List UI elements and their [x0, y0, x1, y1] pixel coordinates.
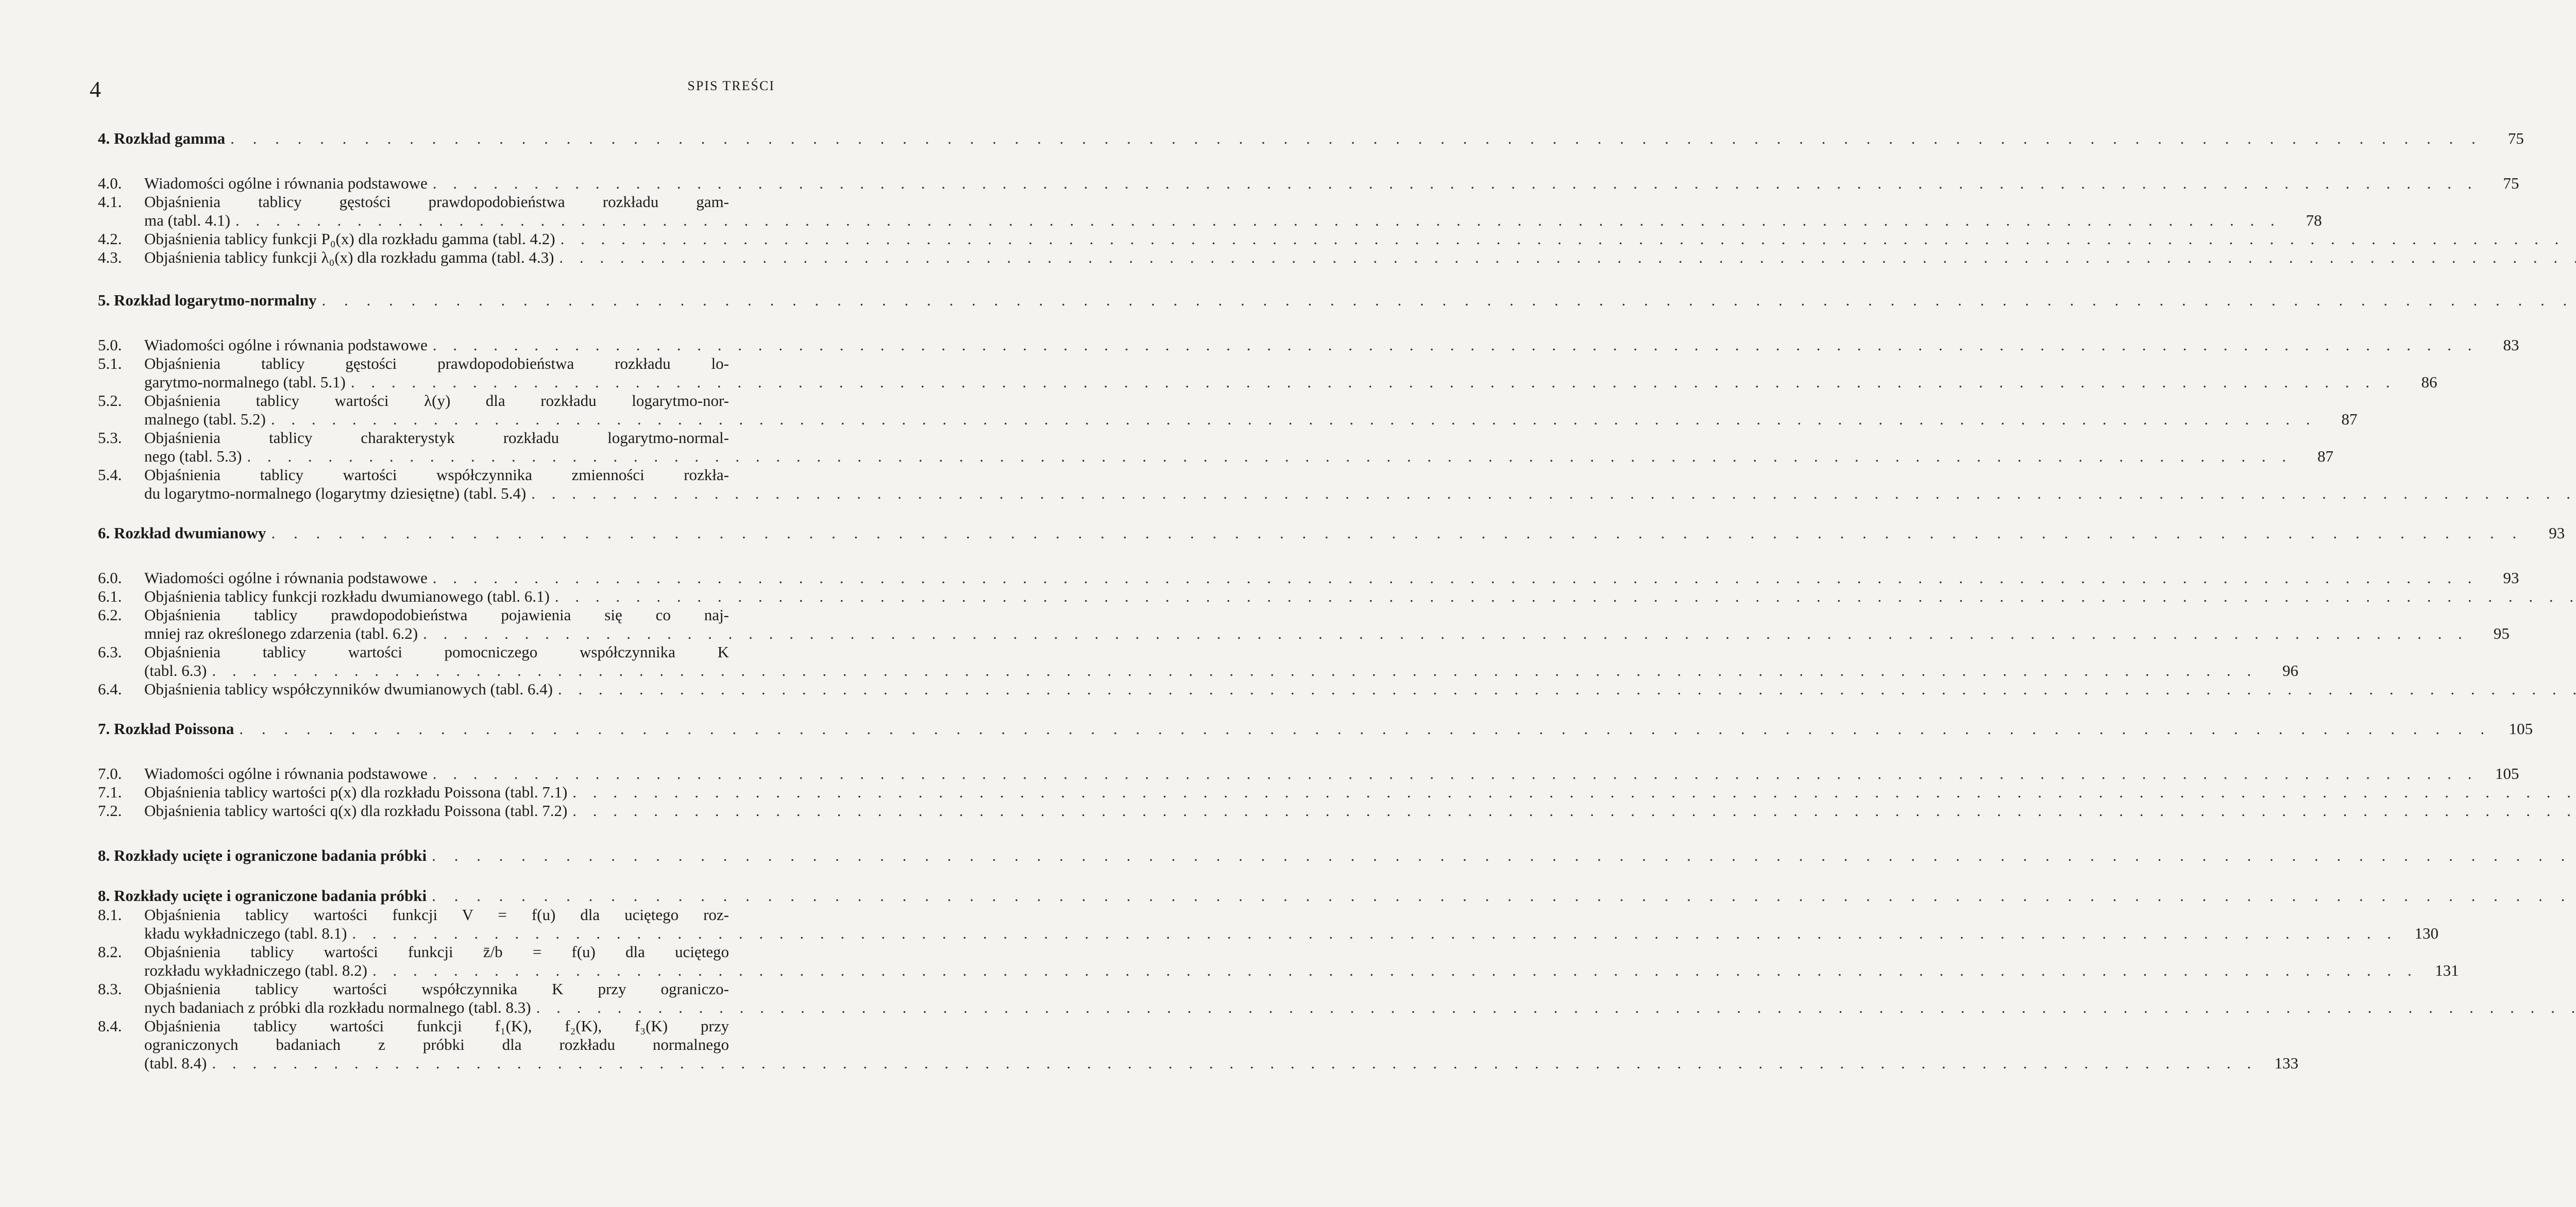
item-number: 5.1.: [98, 354, 122, 372]
dot-leader: [212, 1054, 2257, 1073]
chapter-heading: [98, 886, 775, 906]
item-text: malnego (tabl. 5.2): [144, 410, 266, 428]
item-text: Objaśnienia tablicy wartości funkcji f₁(K), f₂(K), f₃(K) przy: [144, 1017, 729, 1035]
dot-leader: [531, 484, 2576, 503]
dot-leader: [432, 886, 2576, 906]
dot-leader: [536, 998, 2576, 1017]
item-text: Objaśnienia tablicy wartości pomocniczego współczynnika K: [144, 643, 729, 661]
toc-item: [98, 1017, 2299, 1073]
dot-leader: [423, 624, 2468, 643]
item-number: 7.0.: [98, 764, 122, 783]
dot-leader: [351, 373, 2396, 392]
item-page: 96: [2282, 661, 2299, 679]
item-text: Wiadomości ogólne i równania podstawowe: [144, 569, 428, 587]
dot-leader: [212, 661, 2257, 680]
dot-leader: [372, 961, 2418, 980]
item-page: 131: [2435, 961, 2459, 979]
toc-item: [98, 466, 775, 503]
toc-item: [98, 392, 2358, 429]
item-number: 7.1.: [98, 783, 122, 801]
item-text: (tabl. 6.3): [144, 661, 207, 679]
chapter-page: 75: [2507, 129, 2524, 147]
dot-leader: [558, 680, 2576, 699]
item-text: ma (tabl. 4.1): [144, 211, 231, 229]
item-number: 6.0.: [98, 569, 122, 587]
toc-chapter: [98, 129, 2524, 267]
item-number: 6.2.: [98, 606, 122, 624]
chapter-heading: [98, 523, 2565, 543]
item-number: 6.1.: [98, 587, 122, 605]
item-text: Objaśnienia tablicy gęstości prawdopodobieństwa rozkładu gam-: [144, 193, 729, 211]
toc-item: [98, 587, 775, 606]
chapter-title: 8. Rozkłady ucięte i ograniczone badania próbki: [98, 846, 427, 864]
item-text: Objaśnienia tablicy wartości funkcji V = f(u) dla uciętego roz-: [144, 906, 729, 924]
item-number: 4.1.: [98, 193, 122, 211]
item-page: 87: [2317, 447, 2334, 465]
dot-leader: [230, 129, 2483, 148]
item-page: 95: [2493, 624, 2510, 642]
item-text: Objaśnienia tablicy wartości λ(y) dla rozkładu logarytmo-nor-: [144, 392, 729, 410]
dot-leader: [235, 211, 2281, 230]
item-text: kładu wykładniczego (tabl. 8.1): [144, 924, 347, 942]
item-number: 7.2.: [98, 802, 122, 820]
dot-leader: [247, 447, 2292, 466]
chapter-heading: [98, 291, 775, 310]
dot-leader: [432, 846, 2576, 865]
item-text: Objaśnienia tablicy funkcji λ₀(x) dla rozkładu gamma (tabl. 4.3): [144, 248, 554, 266]
toc-item: [98, 429, 2334, 466]
item-number: 6.4.: [98, 680, 122, 698]
item-text: Wiadomości ogólne i równania podstawowe: [144, 764, 428, 783]
dot-leader: [433, 336, 2478, 354]
item-page: 86: [2421, 373, 2437, 391]
dot-leader: [271, 410, 2316, 429]
toc-item: [98, 193, 2322, 230]
toc-item: [98, 680, 775, 699]
item-text: rozkładu wykładniczego (tabl. 8.2): [144, 961, 367, 979]
item-page: 93: [2503, 569, 2519, 587]
toc-item: [98, 764, 2519, 783]
dot-leader: [559, 248, 2576, 267]
dot-leader: [572, 802, 2576, 820]
item-number: 8.2.: [98, 943, 122, 961]
dot-leader: [433, 174, 2478, 193]
item-page: 87: [2341, 410, 2358, 428]
dot-leader: [271, 523, 2523, 543]
item-text: (tabl. 8.4): [144, 1054, 207, 1072]
item-text: du logarytmo-normalnego (logarytmy dziesiętne) (tabl. 5.4): [144, 484, 527, 502]
item-number: 4.3.: [98, 248, 122, 266]
toc-chapter: [98, 846, 775, 865]
toc-item: [98, 906, 2439, 943]
toc-item: [98, 802, 775, 820]
item-page: 75: [2503, 174, 2519, 192]
dot-leader: [572, 783, 2576, 802]
item-number: 8.4.: [98, 1017, 122, 1035]
dot-leader: [555, 587, 2576, 606]
item-page: 130: [2414, 924, 2439, 942]
item-text: Objaśnienia tablicy współczynników dwumianowych (tabl. 6.4): [144, 680, 553, 698]
item-text: Objaśnienia tablicy funkcji rozkładu dwumianowego (tabl. 6.1): [144, 587, 550, 605]
toc-item: [98, 354, 2437, 392]
item-text: Objaśnienia tablicy charakterystyk rozkładu logarytmo-normal-: [144, 429, 729, 447]
chapter-page: 93: [2549, 524, 2565, 542]
item-page: 78: [2306, 211, 2322, 229]
item-number: 4.0.: [98, 174, 122, 192]
toc-item: [98, 569, 2519, 587]
item-text: Objaśnienia tablicy wartości funkcji z̄/b = f(u) dla uciętego: [144, 943, 729, 961]
table-of-contents: [98, 129, 2565, 1093]
toc-item: [98, 783, 775, 802]
item-number: 8.1.: [98, 906, 122, 924]
dot-leader: [352, 924, 2397, 943]
item-number: 5.4.: [98, 466, 122, 484]
chapter-page: 105: [2509, 720, 2533, 738]
page-number: 4: [90, 77, 101, 102]
toc-item: [98, 336, 2519, 354]
item-text: garytmo-normalnego (tabl. 5.1): [144, 373, 346, 391]
item-number: 5.2.: [98, 392, 122, 410]
chapter-title: 8. Rozkłady ucięte i ograniczone badania próbki: [98, 887, 427, 905]
toc-item: [98, 980, 775, 1017]
item-number: 4.2.: [98, 230, 122, 248]
toc-item: [98, 643, 2299, 680]
toc-item: [98, 230, 775, 248]
item-page: 83: [2503, 336, 2519, 354]
dot-leader: [561, 230, 2576, 248]
toc-chapter: [98, 523, 2565, 699]
item-text: Objaśnienia tablicy wartości współczynnika K przy ograniczo-: [144, 980, 729, 998]
item-text: Objaśnienia tablicy wartości współczynnika zmienności rozkła-: [144, 466, 729, 484]
chapter-heading: [98, 719, 2533, 739]
item-text: mniej raz określonego zdarzenia (tabl. 6.2): [144, 624, 418, 642]
item-text: Objaśnienia tablicy prawdopodobieństwa pojawienia się co naj-: [144, 606, 729, 624]
item-number: 6.3.: [98, 643, 122, 661]
item-text: Wiadomości ogólne i równania podstawowe: [144, 336, 428, 354]
dot-leader: [239, 719, 2492, 739]
toc-item: [98, 943, 2459, 980]
toc-chapter: [98, 886, 2459, 1073]
chapter-title: 6. Rozkład dwumianowy: [98, 524, 266, 542]
chapter-title: 5. Rozkład logarytmo-normalny: [98, 291, 317, 309]
item-text: Objaśnienia tablicy gęstości prawdopodobieństwa rozkładu lo-: [144, 354, 729, 372]
item-text: Objaśnienia tablicy funkcji P₀(x) dla rozkładu gamma (tabl. 4.2): [144, 230, 555, 248]
chapter-title: 7. Rozkład Poissona: [98, 720, 234, 738]
chapter-heading: [98, 846, 775, 865]
item-text: nego (tabl. 5.3): [144, 447, 242, 465]
item-number: 8.3.: [98, 980, 122, 998]
chapter-title: 4. Rozkład gamma: [98, 129, 226, 147]
item-text: Objaśnienia tablicy wartości p(x) dla rozkładu Poissona (tabl. 7.1): [144, 783, 568, 801]
toc-item: [98, 248, 775, 267]
dot-leader: [433, 764, 2478, 783]
item-page: 105: [2495, 764, 2519, 783]
item-number: 5.0.: [98, 336, 122, 354]
toc-chapter: [98, 291, 2519, 503]
dot-leader: [322, 291, 2574, 310]
item-text: nych badaniach z próbki dla rozkładu normalnego (tabl. 8.3): [144, 998, 531, 1016]
item-page: 133: [2274, 1054, 2299, 1072]
dot-leader: [433, 569, 2478, 587]
toc-item: [98, 174, 2519, 193]
toc-item: [98, 606, 2510, 643]
chapter-heading: [98, 129, 2524, 148]
item-text: Wiadomości ogólne i równania podstawowe: [144, 174, 428, 192]
item-number: 5.3.: [98, 429, 122, 447]
item-text: ograniczonych badaniach z próbki dla rozkładu normalnego: [144, 1035, 729, 1053]
toc-chapter: [98, 719, 2533, 820]
item-text: Objaśnienia tablicy wartości q(x) dla rozkładu Poissona (tabl. 7.2): [144, 802, 568, 820]
running-head: SPIS TREŚCI: [687, 78, 775, 93]
